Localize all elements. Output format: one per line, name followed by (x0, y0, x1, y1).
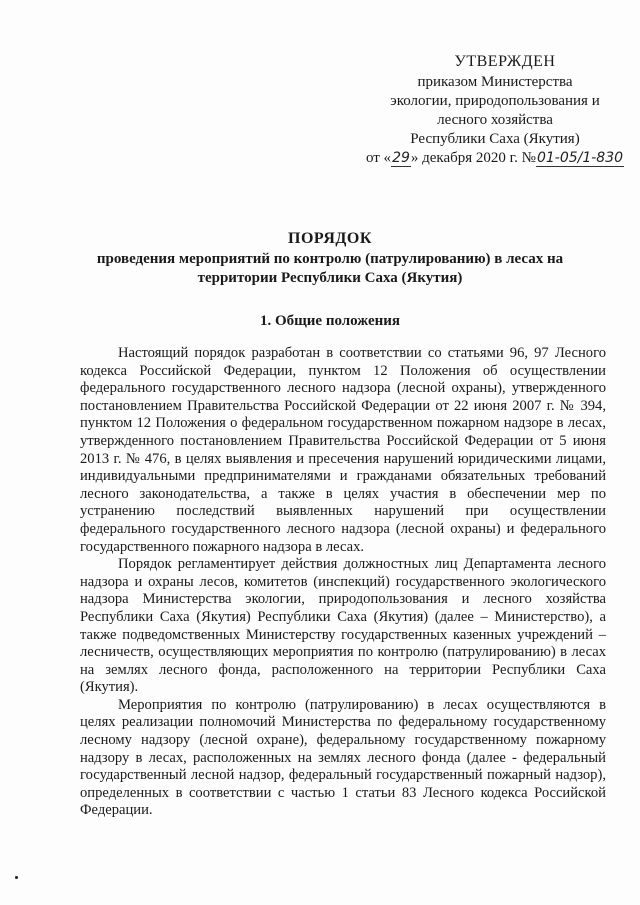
handwritten-day: 29 (392, 150, 410, 166)
paragraph: Настоящий порядок разработан в соответствии со статьями 96, 97 Лесного кодекса Российской Федерации, пунктом 12 Положения об осуществлении федерального государственного лесного надзора (лесной охраны), утвержденного постановлением Правительства Российской Федерации от 22 июня 2007 г. № 394, пунктом 12 Положения о федеральном государственном пожарном надзоре в лесах, утвержденного постановлением Правительства Российской Федерации от 5 июня 2013 г. № 476, в целях выявления и пресечения нарушений юридическими лицами, индивидуальными предпринимателями и гражданами обязательных требований лесного законодательства, а также в целях участия в обеспечении мер по устранению последствий выявленных нарушений при осуществлении федерального государственного лесного надзора (лесной охраны) и федерального государственного пожарного надзора в лесах. (80, 345, 606, 555)
subtitle-line: территории Республики Саха (Якутия) (197, 270, 463, 286)
paragraph: Порядок регламентирует действия должностных лиц Департамента лесного надзора и охраны лесов, комитетов (инспекций) государственного экологического надзора Министерства экологии, природопользования и лесного хозяйства Республики Саха (Якутия) Республики Саха (Якутия) (далее – Министерство), а также подведомственных Министерству государственных казенных учреждений – лесничеств, осуществляющих мероприятия по контролю (патрулированию) в лесах на землях лесного фонда, расположенного на территории Республики Саха (Якутия). (80, 556, 606, 696)
scan-mark (15, 876, 18, 879)
approval-date-line (365, 149, 625, 168)
document-body (80, 345, 606, 820)
document-title: ПОРЯДОК (288, 230, 372, 247)
approval-line: экологии, природопользования и (390, 93, 600, 109)
approval-stamp-block (365, 52, 625, 168)
subtitle-line: проведения мероприятий по контролю (патрулированию) в лесах на (96, 251, 564, 267)
approval-line: лесного хозяйства (437, 112, 553, 128)
date-prefix: от « (365, 150, 392, 166)
approval-title: УТВЕРЖДЕН (454, 53, 556, 70)
paragraph: Мероприятия по контролю (патрулированию) в лесах осуществляются в целях реализации полномочий Министерства по федеральному государственному лесному надзору (лесной охране), федеральному государственному пожарному надзору в лесах, расположенных на землях лесного фонда (далее - федеральный государственный лесной надзор, федеральный государственный пожарный надзор), определенных в соответствии с частью 1 статьи 83 Лесного кодекса Российской Федерации. (80, 696, 606, 819)
date-middle: » декабря 2020 г. № (410, 150, 536, 166)
document-subtitle (80, 250, 580, 288)
section-heading: 1. Общие положения (259, 313, 401, 329)
approval-line: приказом Министерства (417, 74, 573, 90)
handwritten-order-number: 01-05/1-830 (536, 150, 624, 166)
approval-line: Республики Саха (Якутия) (410, 131, 580, 147)
